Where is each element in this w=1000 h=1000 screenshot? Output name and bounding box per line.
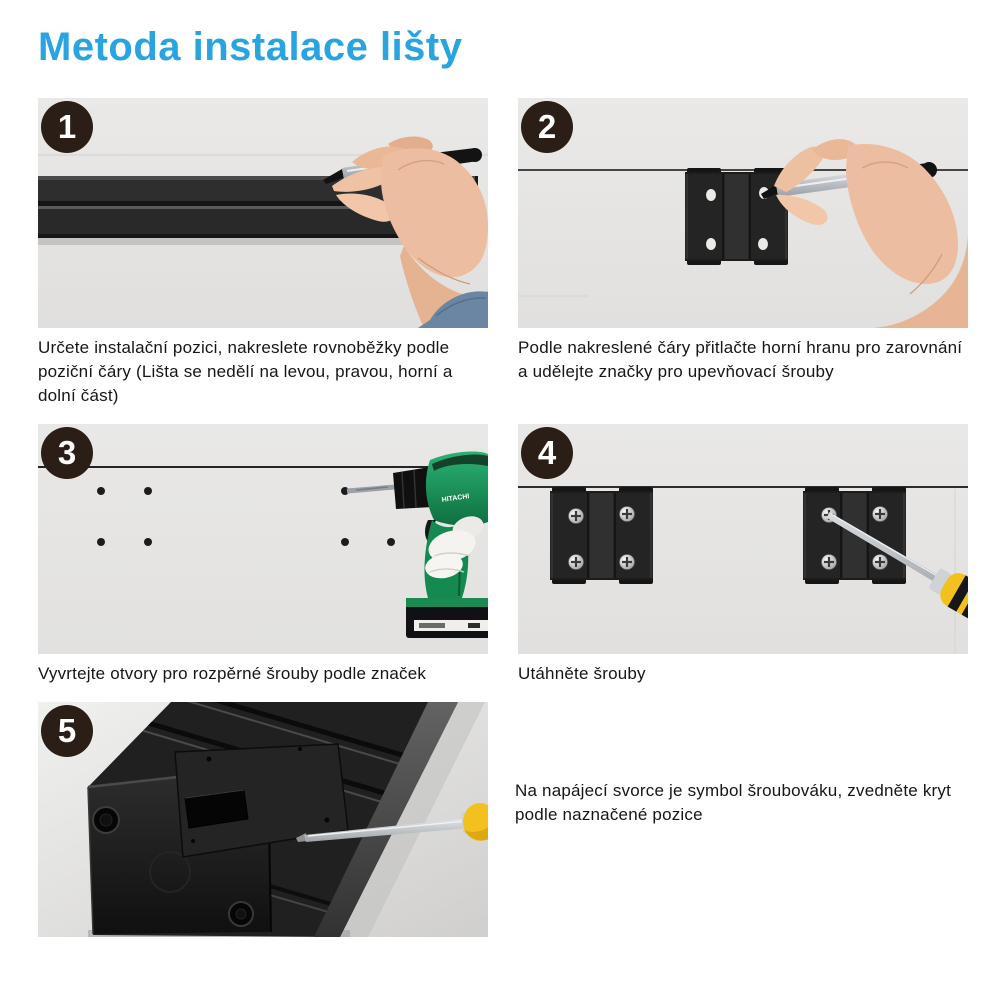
page-title: Metoda instalace lišty: [38, 25, 463, 69]
step-1-badge: 1: [41, 101, 93, 153]
tighten-screws-illustration: [518, 424, 968, 654]
mounting-bracket-right: [803, 487, 906, 584]
step-1: [38, 98, 488, 408]
step-4-photo: [518, 424, 968, 654]
step-4-badge: 4: [521, 427, 573, 479]
step-1-photo: [38, 98, 488, 328]
step-2: [518, 98, 968, 384]
step-5-badge: 5: [41, 705, 93, 757]
step-4: [518, 424, 968, 686]
step-5-photo: [38, 702, 488, 937]
step-2-caption: Podle nakreslené čáry přitlačte horní hranu pro zarovnání a udělejte značky pro upevňovací šrouby: [518, 338, 963, 381]
step-5: [38, 702, 968, 937]
lift-cover-illustration: [38, 702, 488, 937]
step-3: [38, 424, 488, 686]
step-3-badge: 3: [41, 427, 93, 479]
draw-line-illustration: [38, 98, 488, 328]
screw-hole: [706, 189, 716, 201]
mounting-bracket: [685, 168, 788, 265]
step-2-badge: 2: [521, 101, 573, 153]
screw-hole: [758, 238, 768, 250]
step-1-caption: Určete instalační pozici, nakreslete rovnoběžky podle poziční čáry (Lišta se nedělí na levou, pravou, horní a dolní část): [38, 338, 453, 405]
drill-battery: [406, 598, 488, 638]
steps-grid: [38, 98, 968, 937]
screw-hole: [706, 238, 716, 250]
step-3-photo: [38, 424, 488, 654]
drill-holes-illustration: [38, 424, 488, 654]
step-3-caption: Vyvrtejte otvory pro rozpěrné šrouby podle značek: [38, 664, 427, 683]
mark-screws-illustration: [518, 98, 968, 328]
mounting-bracket-left: [550, 487, 653, 584]
step-5-caption: Na napájecí svorce je symbol šroubováku, zvedněte kryt podle naznačené pozice: [515, 780, 952, 824]
drill-brand-label: HITACHI: [441, 493, 470, 504]
step-4-caption: Utáhněte šrouby: [518, 664, 646, 683]
step-2-photo: [518, 98, 968, 328]
